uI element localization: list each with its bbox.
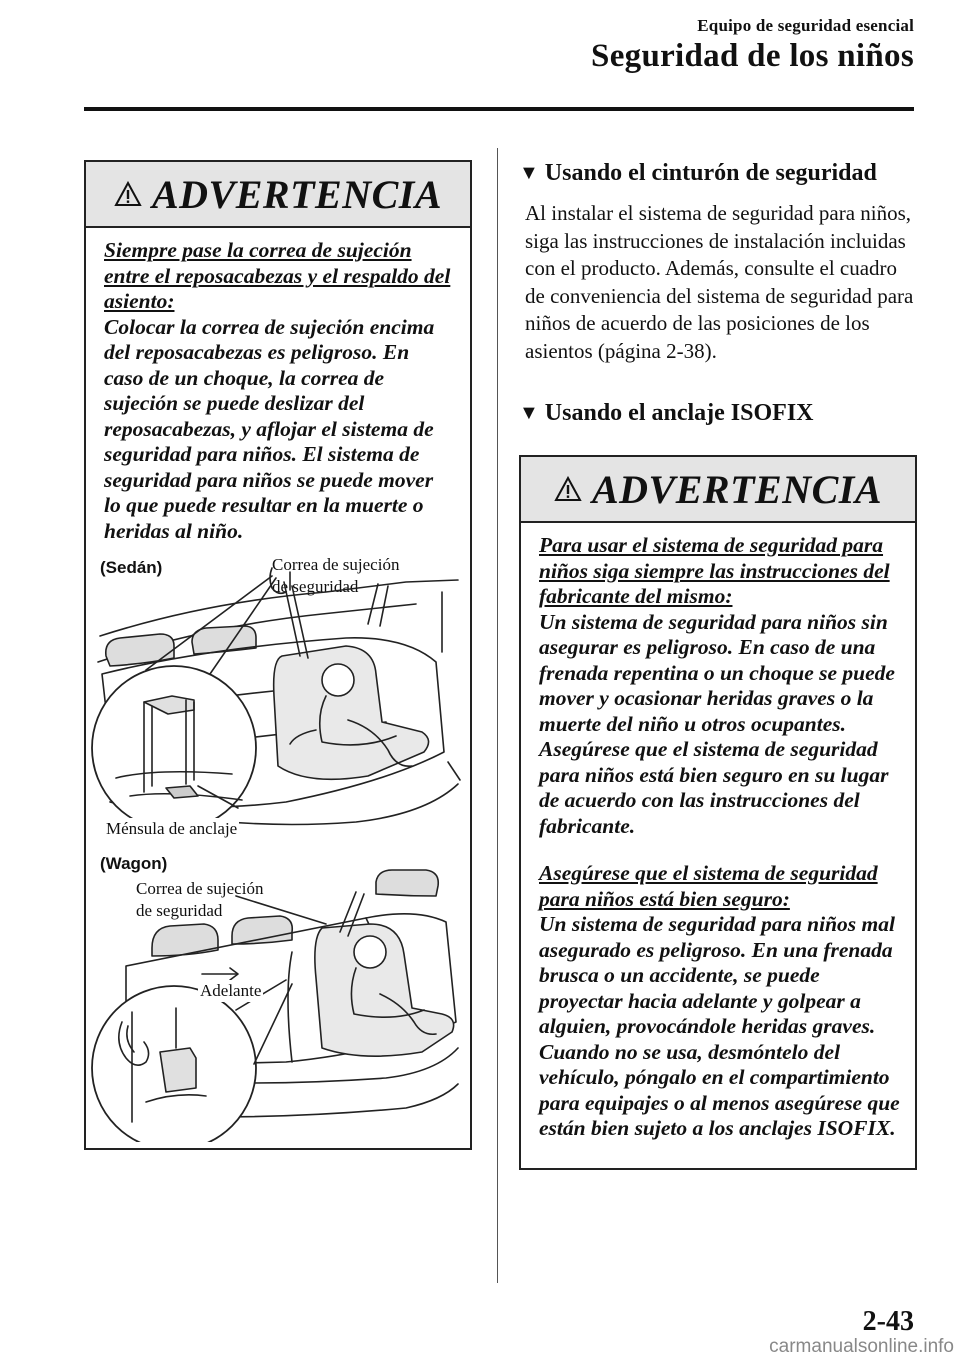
warning-text: Colocar la correa de sujeción encima del reposacabezas es peligroso. En caso de un choque, la correa de sujeción se puede deslizar del reposacabezas, y aflojar el sistema de seguridad para niños. El sistema de seguridad para niños se puede mover lo que puede resultar en la muerte o heridas al niño. xyxy=(104,314,435,543)
section-title-isofix: ▼ Usando el anclaje ISOFIX xyxy=(519,400,814,426)
spacer xyxy=(539,839,903,861)
figure-label-sedan: (Sedán) xyxy=(100,558,163,577)
warning-text-1: Un sistema de seguridad para niños sin asegurar es peligroso. En caso de una frenada repentina o un choque se puede mover y ocasionar heridas graves o la muerte del niño u otros ocupantes. Asegúrese que el sistema de seguridad para niños está bien seguro en su lugar de acuerdo con las instrucciones del fabricante. xyxy=(539,609,895,838)
warning-title: ADVERTENCIA xyxy=(151,171,443,217)
warning-heading-2: Asegúrese que el sistema de seguridad para niños está bien seguro: xyxy=(539,861,878,911)
page-header xyxy=(591,16,914,75)
warning-heading-1: Para usar el sistema de seguridad para niños siga siempre las instrucciones del fabricante del mismo: xyxy=(539,533,890,608)
callout-tether-strap: Correa de sujeción de seguridad xyxy=(272,555,400,596)
warning-triangle-icon xyxy=(114,181,142,207)
figure-sedan xyxy=(86,552,470,842)
wagon-illustration xyxy=(86,852,470,1142)
callout-tether-strap-wagon: Correa de sujeción de seguridad xyxy=(136,879,264,920)
warning-triangle-icon xyxy=(554,476,582,502)
watermark: carmanualsonline.info xyxy=(769,1336,954,1357)
section-text-seatbelt: Al instalar el sistema de seguridad para niños, siga las instrucciones de instalación incluidas con el producto. Además, consulte el cuadro de conveniencia del sistema de seguridad para niños de acuerdo de las posiciones de los asientos (página 2-38). xyxy=(525,201,914,363)
column-divider xyxy=(497,148,498,1283)
callout-forward: Adelante xyxy=(200,981,262,1000)
warning-body xyxy=(521,523,915,1142)
section-name: Equipo de seguridad esencial xyxy=(697,16,914,35)
warning-heading: Siempre pase la correa de sujeción entre el reposacabezas y el respaldo del asiento: xyxy=(104,238,451,313)
warning-header xyxy=(86,162,470,228)
warning-body xyxy=(86,228,470,544)
warning-box-left xyxy=(84,160,472,1150)
triangle-down-icon: ▼ xyxy=(519,402,539,424)
chapter-title: Seguridad de los niños xyxy=(591,38,914,74)
header-rule xyxy=(84,107,914,111)
warning-header xyxy=(521,457,915,523)
figure-label-wagon: (Wagon) xyxy=(100,854,168,873)
warning-title: ADVERTENCIA xyxy=(591,466,883,512)
page-number: 2-43 xyxy=(862,1306,914,1337)
triangle-down-icon: ▼ xyxy=(519,162,539,184)
section-title-seatbelt: ▼ Usando el cinturón de seguridad xyxy=(519,160,877,186)
sedan-illustration xyxy=(86,552,470,842)
warning-box-right xyxy=(519,455,917,1170)
figure-wagon xyxy=(86,852,470,1142)
callout-anchor-bracket: Ménsula de anclaje xyxy=(106,819,238,838)
warning-text-2: Un sistema de seguridad para niños mal asegurado es peligroso. En una frenada brusca o un accidente, se puede proyectar hacia adelante y golpear a alguien, provocándole heridas graves. Cuando no se usa, desmóntelo del vehículo, póngalo en el compartimiento para equipajes o al menos asegúrese que están bien sujeto a los anclajes ISOFIX. xyxy=(539,912,900,1140)
